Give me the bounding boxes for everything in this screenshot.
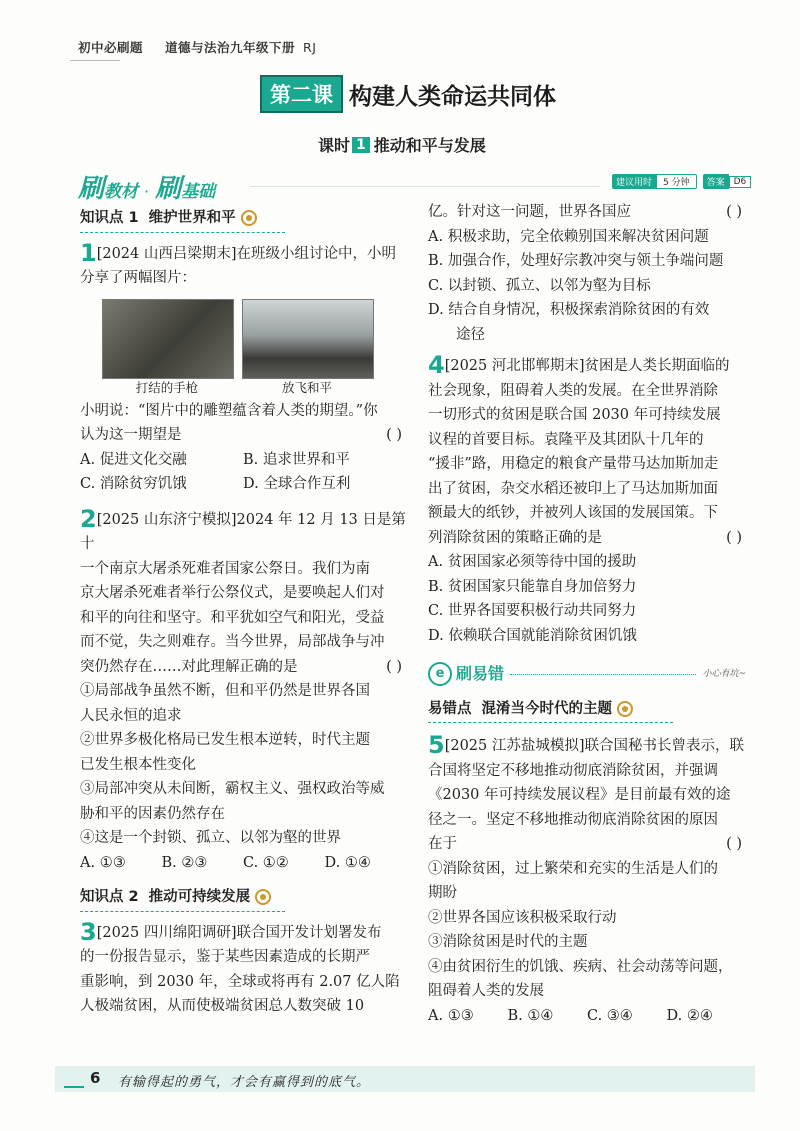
option-b: B. 加强合作，处理好宗教冲突与领土争端问题 — [428, 253, 724, 269]
option-d-cont: 途径 — [456, 326, 485, 343]
q1-line: 分享了两幅图片： — [80, 270, 196, 286]
option-d: D. ①④ — [324, 854, 371, 871]
question-2 — [80, 504, 406, 876]
q4-line: [2025 河北邯郸期末]贫困是人类长期面临的 — [444, 358, 730, 374]
option-c: C. 世界各国要积极行动共同努力 — [428, 603, 637, 619]
question-3-continued — [428, 200, 746, 347]
section-char-b: 刷 — [155, 174, 182, 204]
error-badge-icon: e — [428, 662, 452, 686]
statement-2: ②世界各国应该积极采取行动 — [428, 909, 617, 926]
right-column — [428, 200, 746, 1028]
error-dotted-line — [510, 674, 696, 675]
q4-line: 额最大的纸钞，并被列人该国的发展国策。下 — [428, 505, 718, 521]
question-5 — [428, 733, 746, 1028]
q1-line: [2024 山西吕梁期末]在班级小组讨论中，小明 — [96, 245, 397, 262]
target-icon — [617, 701, 633, 717]
pic1-caption: 打结的手枪 — [135, 379, 199, 395]
left-column — [80, 206, 406, 1019]
footer-motto: 有输得起的勇气，才会有赢得到的底气。 — [118, 1075, 371, 1090]
picture-peace-sculpture — [242, 299, 372, 397]
answer-blank: ( ) — [386, 427, 402, 443]
option-b: B. 贫困国家只能靠自身加倍努力 — [428, 578, 637, 595]
period-name: 推动和平与发展 — [373, 136, 486, 155]
q4-line: 列消除贫困的策略正确的是 — [428, 529, 602, 546]
q5-line: 合国将坚定不移地推动彻底消除贫困，并强调 — [428, 762, 718, 779]
q2-line: 和平的向往和坚守。和平犹如空气和阳光，受益 — [80, 609, 385, 626]
question-3 — [80, 917, 406, 1019]
section-banner — [78, 168, 215, 205]
answer-blank: ( ) — [726, 204, 742, 220]
period-label: 课时 — [318, 136, 351, 155]
banner-divider — [250, 186, 600, 187]
kp2-label: 知识点 2 — [80, 889, 139, 905]
option-b: B. ①④ — [507, 1007, 554, 1024]
q5-line: [2025 江苏盐城模拟]联合国秘书长曾表示，联 — [444, 738, 745, 754]
kp1-label: 知识点 1 — [80, 210, 139, 226]
option-c: C. ③④ — [587, 1007, 633, 1024]
time-answer-box — [612, 174, 751, 189]
statement-2: ②世界多极化格局已发生根本逆转，时代主题 — [80, 732, 370, 748]
option-d: D. 结合自身情况，积极探索消除贫困的有效 — [428, 302, 710, 318]
option-a: A. ①③ — [428, 1007, 474, 1024]
error-section-title: 刷易错 — [456, 664, 505, 683]
q5-line: 《2030 年可持续发展议程》是目前最有效的途 — [428, 787, 731, 803]
knowledge-point-1 — [80, 206, 285, 233]
pic2-caption: 放飞和平 — [281, 379, 332, 395]
error-point-label: 易错点 — [428, 700, 472, 717]
statement-3-cont: 胁和平的因素仍然存在 — [80, 805, 225, 822]
q2-line: 京大屠杀死难者举行公祭仪式，是要唤起人们对 — [80, 585, 385, 601]
q4-line: 出了贫困，杂交水稻还被印上了马达加斯加面 — [428, 480, 718, 497]
q4-line: “援非”路，用稳定的粮食产量带马达加斯加走 — [428, 456, 719, 472]
time-label: 建议用时 — [612, 174, 656, 189]
statement-1-cont: 期盼 — [428, 885, 457, 901]
picture-knotted-gun — [102, 299, 232, 397]
edition-label: RJ — [303, 40, 317, 55]
q2-line: 一个南京大屠杀死难者国家公祭日。我们为南 — [80, 560, 370, 577]
q1-line: 认为这一期望是 — [80, 427, 182, 443]
statement-4: ④由贫困衍生的饥饿、疾病、社会动荡等问题， — [428, 958, 733, 975]
q2-line: 突仍然存在……对此理解正确的是 — [80, 658, 298, 675]
q1-number: 1 — [80, 238, 97, 267]
period-title — [318, 133, 486, 156]
knotted-gun-image — [102, 299, 234, 379]
error-deco-text: 小心有坑~ — [702, 669, 746, 679]
statement-4: ④这是一个封锁、孤立、以邻为壑的世界 — [80, 830, 341, 846]
statement-1-cont: 人民永恒的追求 — [80, 707, 182, 724]
q4-line: 议程的首要目标。袁隆平及其团队十几年的 — [428, 431, 704, 448]
q2-line: [2025 山东济宁模拟]2024 年 12 月 13 日是第十 — [80, 511, 406, 552]
section-word-a: 教材 — [104, 182, 139, 202]
target-icon — [241, 210, 257, 226]
q3-number: 3 — [80, 917, 97, 946]
kp1-name: 维护世界和平 — [148, 210, 236, 226]
question-4 — [428, 353, 746, 648]
q4-number: 4 — [428, 351, 445, 379]
period-number: 1 — [352, 137, 370, 153]
q5-line: 径之一。坚定不移地推动彻底消除贫困的原因 — [428, 811, 718, 828]
q3-line: 人极端贫困，从而使极端贫困总人数突破 10 — [80, 998, 365, 1014]
target-icon — [255, 889, 271, 905]
option-d: D. 全球合作互利 — [243, 476, 351, 492]
option-a: A. 促进文化交融 — [80, 451, 187, 468]
option-b: B. ②③ — [161, 854, 208, 871]
q2-number: 2 — [80, 504, 97, 533]
book-name: 道德与法治九年级下册 — [165, 40, 296, 55]
answer-blank: ( ) — [726, 529, 742, 546]
time-value: 5 分钟 — [656, 174, 697, 189]
error-section-banner — [428, 662, 746, 687]
statement-3: ③消除贫困是时代的主题 — [428, 934, 588, 950]
lesson-title — [260, 76, 556, 112]
series-name: 初中必刷题 — [78, 40, 144, 55]
statement-3: ③局部冲突从未间断，霸权主义、强权政治等威 — [80, 781, 385, 797]
peace-sculpture-image — [242, 299, 374, 379]
q3-line: 的一份报告显示，鉴于某些因素造成的长期严 — [80, 949, 370, 965]
answer-blank: ( ) — [386, 658, 402, 675]
question-1 — [80, 238, 406, 497]
error-point — [428, 697, 673, 724]
q1-pictures — [102, 299, 372, 397]
page-number: 6 — [90, 1069, 101, 1087]
lesson-name: 构建人类命运共同体 — [349, 83, 556, 110]
statement-4-cont: 阻碍着人类的发展 — [428, 983, 544, 999]
knowledge-point-2 — [80, 885, 285, 912]
option-a: A. 贫困国家必须等待中国的援助 — [428, 554, 637, 570]
option-d: D. 依赖联合国就能消除贫困饥饿 — [428, 627, 637, 644]
option-a: A. 积极求助，完全依赖别国来解决贫困问题 — [428, 228, 709, 245]
statement-2-cont: 已发生根本性变化 — [80, 756, 196, 773]
q4-line: 一切形式的贫困是联合国 2030 年可持续发展 — [428, 407, 721, 423]
error-point-name: 混淆当今时代的主题 — [481, 700, 612, 717]
section-word-b: 基础 — [181, 182, 216, 202]
statement-1: ①消除贫困，过上繁荣和充实的生活是人们的 — [428, 860, 718, 877]
option-c: C. 以封锁、孤立、以邻为壑为目标 — [428, 277, 651, 294]
q2-line: 而不觉，失之则难存。当今世界，局部战争与冲 — [80, 634, 385, 650]
answer-label: 答案 — [703, 174, 729, 189]
page-header — [78, 38, 316, 56]
q3-line: 亿。针对这一问题，世界各国应 — [428, 204, 631, 220]
section-dot: · — [144, 182, 150, 201]
q1-line: 小明说：“图片中的雕塑蕴含着人类的期望。”你 — [80, 402, 378, 419]
option-c: C. 消除贫穷饥饿 — [80, 476, 187, 492]
q3-line: 重影响，到 2030 年，全球或将再有 2.07 亿人陷 — [80, 973, 400, 990]
q3-line: [2025 四川绵阳调研]联合国开发计划署发布 — [96, 924, 382, 941]
page-footer — [0, 1060, 800, 1100]
lesson-badge: 第二课 — [260, 75, 343, 113]
section-char-a: 刷 — [78, 174, 105, 204]
q5-number: 5 — [428, 731, 445, 759]
footer-logo-icon — [64, 1072, 84, 1088]
q5-line: 在于 — [428, 836, 457, 852]
header-underline — [70, 60, 120, 61]
q4-line: 社会现象，阻碍着人类的发展。在全世界消除 — [428, 382, 718, 399]
option-a: A. ①③ — [80, 854, 126, 871]
option-b: B. 追求世界和平 — [243, 451, 350, 468]
answer-blank: ( ) — [726, 836, 742, 852]
answer-page: D6 — [729, 176, 752, 188]
option-d: D. ②④ — [666, 1007, 713, 1024]
kp2-name: 推动可持续发展 — [148, 889, 251, 905]
option-c: C. ①② — [243, 854, 289, 871]
statement-1: ①局部战争虽然不断，但和平仍然是世界各国 — [80, 683, 370, 699]
